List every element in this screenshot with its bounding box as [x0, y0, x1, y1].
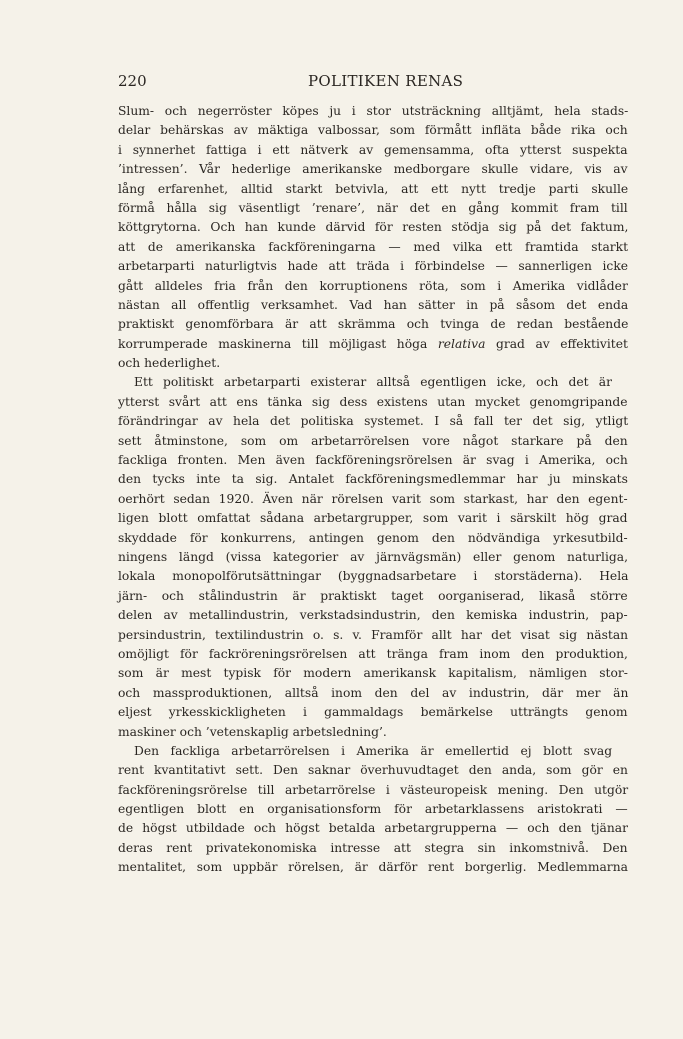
text-line [118, 373, 628, 392]
text-line [118, 703, 628, 722]
text-line-content: Den fackliga arbetarrörelsen i Amerika är emellertid ej blott svag [134, 743, 613, 758]
text-line-content: Slum- och negerröster köpes ju i stor utsträckning alltjämt, hela stads- [118, 104, 629, 118]
text-line-continuation: grad av effektivitet [485, 336, 628, 351]
text-line-content: korrumperade maskinerna till möjligast höga [118, 336, 428, 351]
text-line [118, 626, 628, 645]
text-line [118, 257, 628, 276]
text-line-content: eljest yrkesskickligheten i gammaldags bemärkelse utträngts genom [118, 705, 628, 720]
text-line-content: arbetarparti naturligtvis hade att träda i förbindelse — sannerligen icke [118, 259, 629, 274]
text-line [118, 102, 628, 121]
text-line-content: nästan all offentlig verksamhet. Vad han sätter in på såsom det enda [118, 297, 629, 312]
text-line-content: deras rent privatekonomiska intresse att stegra sin inkomstnivå. Den [118, 840, 628, 855]
text-line-content: omöjligt för fackröreningsrörelsen att tränga fram inom den produktion, [118, 646, 628, 661]
text-line-content: att de amerikanska fackföreningarna — med vilka ett framtida starkt [118, 239, 629, 254]
text-line-content: praktiskt genomförbara är att skrämma och tvinga de redan bestående [118, 317, 629, 332]
text-line [118, 121, 628, 140]
text-line-content: gått alldeles fria från den korruptionens röta, som i Amerika vidlåder [118, 278, 628, 293]
text-line [118, 412, 628, 431]
page-header [118, 72, 628, 94]
text-line-content: och hederlighet. [118, 356, 221, 371]
text-line-content: i synnerhet fattiga i ett nätverk av gemensamma, ofta ytterst suspekta [118, 142, 628, 157]
text-line-content: delar behärskas av mäktiga valbossar, som förmått infläta både rika och [118, 123, 628, 138]
text-line-content: persindustrin, textilindustrin o. s. v. Framför allt har det visat sig nästan [118, 627, 629, 642]
text-line [118, 238, 628, 257]
text-line-content: de högst utbildade och högst betalda arbetargrupperna — och den tjänar [118, 821, 628, 836]
text-line [118, 296, 628, 315]
text-line [118, 354, 628, 373]
emphasized-word: relativa [437, 336, 486, 351]
text-line-content: egentligen blott en organisationsform för arbetarklassens aristokrati — [118, 802, 628, 817]
text-line [118, 781, 628, 800]
text-line-content: fackföreningsrörelse till arbetarrörelse i västeuropeisk mening. Den utgör [118, 782, 629, 797]
text-line [118, 393, 628, 412]
text-line [118, 141, 628, 160]
text-line-content: förändringar av hela det politiska systemet. I så fall ter det sig, ytligt [118, 414, 629, 429]
text-line-content: Ett politiskt arbetarparti existerar alltså egentligen icke, och det är [134, 375, 612, 390]
running-title: POLITIKEN RENAS [308, 72, 464, 90]
text-line-content: lång erfarenhet, alltid starkt betvivla, att ett nytt tredje parti skulle [118, 181, 629, 196]
text-line [118, 567, 628, 586]
text-line [118, 548, 628, 567]
text-line [118, 509, 628, 528]
text-line [118, 470, 628, 489]
text-line [118, 160, 628, 179]
text-line-content: mentalitet, som uppbär rörelsen, är därför rent borgerlig. Medlemmarna [118, 860, 628, 875]
text-line [118, 490, 628, 509]
body-text [118, 102, 628, 878]
text-line-content: ’intressen’. Vår hederlige amerikanske medborgare skulle vidare, vis av [118, 162, 628, 177]
text-line-content: ligen blott omfattat sådana arbetargrupper, som varit i särskilt hög grad [118, 511, 628, 526]
text-line-content: fackliga fronten. Men även fackföreningsrörelsen är svag i Amerika, och [118, 453, 628, 468]
text-line-content: delen av metallindustrin, verkstadsindustrin, den kemiska industrin, pap- [118, 608, 628, 623]
text-line [118, 529, 628, 548]
text-line [118, 839, 628, 858]
page-number: 220 [118, 72, 147, 90]
text-line [118, 432, 628, 451]
text-line [118, 645, 628, 664]
text-line-content: maskiner och ’vetenskaplig arbetsledning’. [118, 724, 387, 739]
text-line [118, 606, 628, 625]
text-line-content: och massproduktionen, alltså inom den del av industrin, där mer än [118, 685, 629, 700]
text-line [118, 587, 628, 606]
text-line-content: ytterst svårt att ens tänka sig dess existens utan mycket genomgripande [118, 394, 628, 409]
text-line-content: förmå hålla sig väsentligt ’renare’, när det en gång kommit fram till [118, 200, 628, 215]
text-line-content: köttgrytorna. Och han kunde därvid för resten stödja sig på det faktum, [118, 220, 629, 235]
text-line-content: oerhört sedan 1920. Även när rörelsen varit som starkast, har den egent- [118, 491, 628, 506]
text-line-content: lokala monopolförutsättningar (byggnadsarbetare i storstäderna). Hela [118, 569, 629, 584]
text-line [118, 277, 628, 296]
text-line [118, 315, 628, 334]
text-line [118, 742, 628, 761]
text-line [118, 218, 628, 237]
text-line-content: järn- och stålindustrin är praktiskt taget oorganiserad, likaså större [118, 588, 628, 603]
text-line-content: sett åtminstone, som om arbetarrörelsen vore något starkare på den [118, 433, 628, 448]
text-line [118, 684, 628, 703]
text-line-content: ningens längd (vissa kategorier av järnvägsmän) eller genom naturliga, [118, 549, 629, 564]
text-line [118, 664, 628, 683]
text-line-content: som är mest typisk för modern amerikansk kapitalism, nämligen stor- [118, 666, 628, 681]
text-line [118, 858, 628, 877]
text-line [118, 723, 628, 742]
text-line-content: den tycks inte ta sig. Antalet fackföreningsmedlemmar har ju minskats [118, 472, 628, 487]
text-line [118, 761, 628, 780]
text-line-content: rent kvantitativt sett. Den saknar överhuvudtaget den anda, som gör en [118, 763, 628, 778]
text-line [118, 819, 628, 838]
text-line [118, 335, 628, 354]
text-line [118, 180, 628, 199]
text-line [118, 800, 628, 819]
text-line [118, 199, 628, 218]
text-line [118, 451, 628, 470]
text-line-content: skyddade för konkurrens, antingen genom den nödvändiga yrkesutbild- [118, 530, 628, 545]
